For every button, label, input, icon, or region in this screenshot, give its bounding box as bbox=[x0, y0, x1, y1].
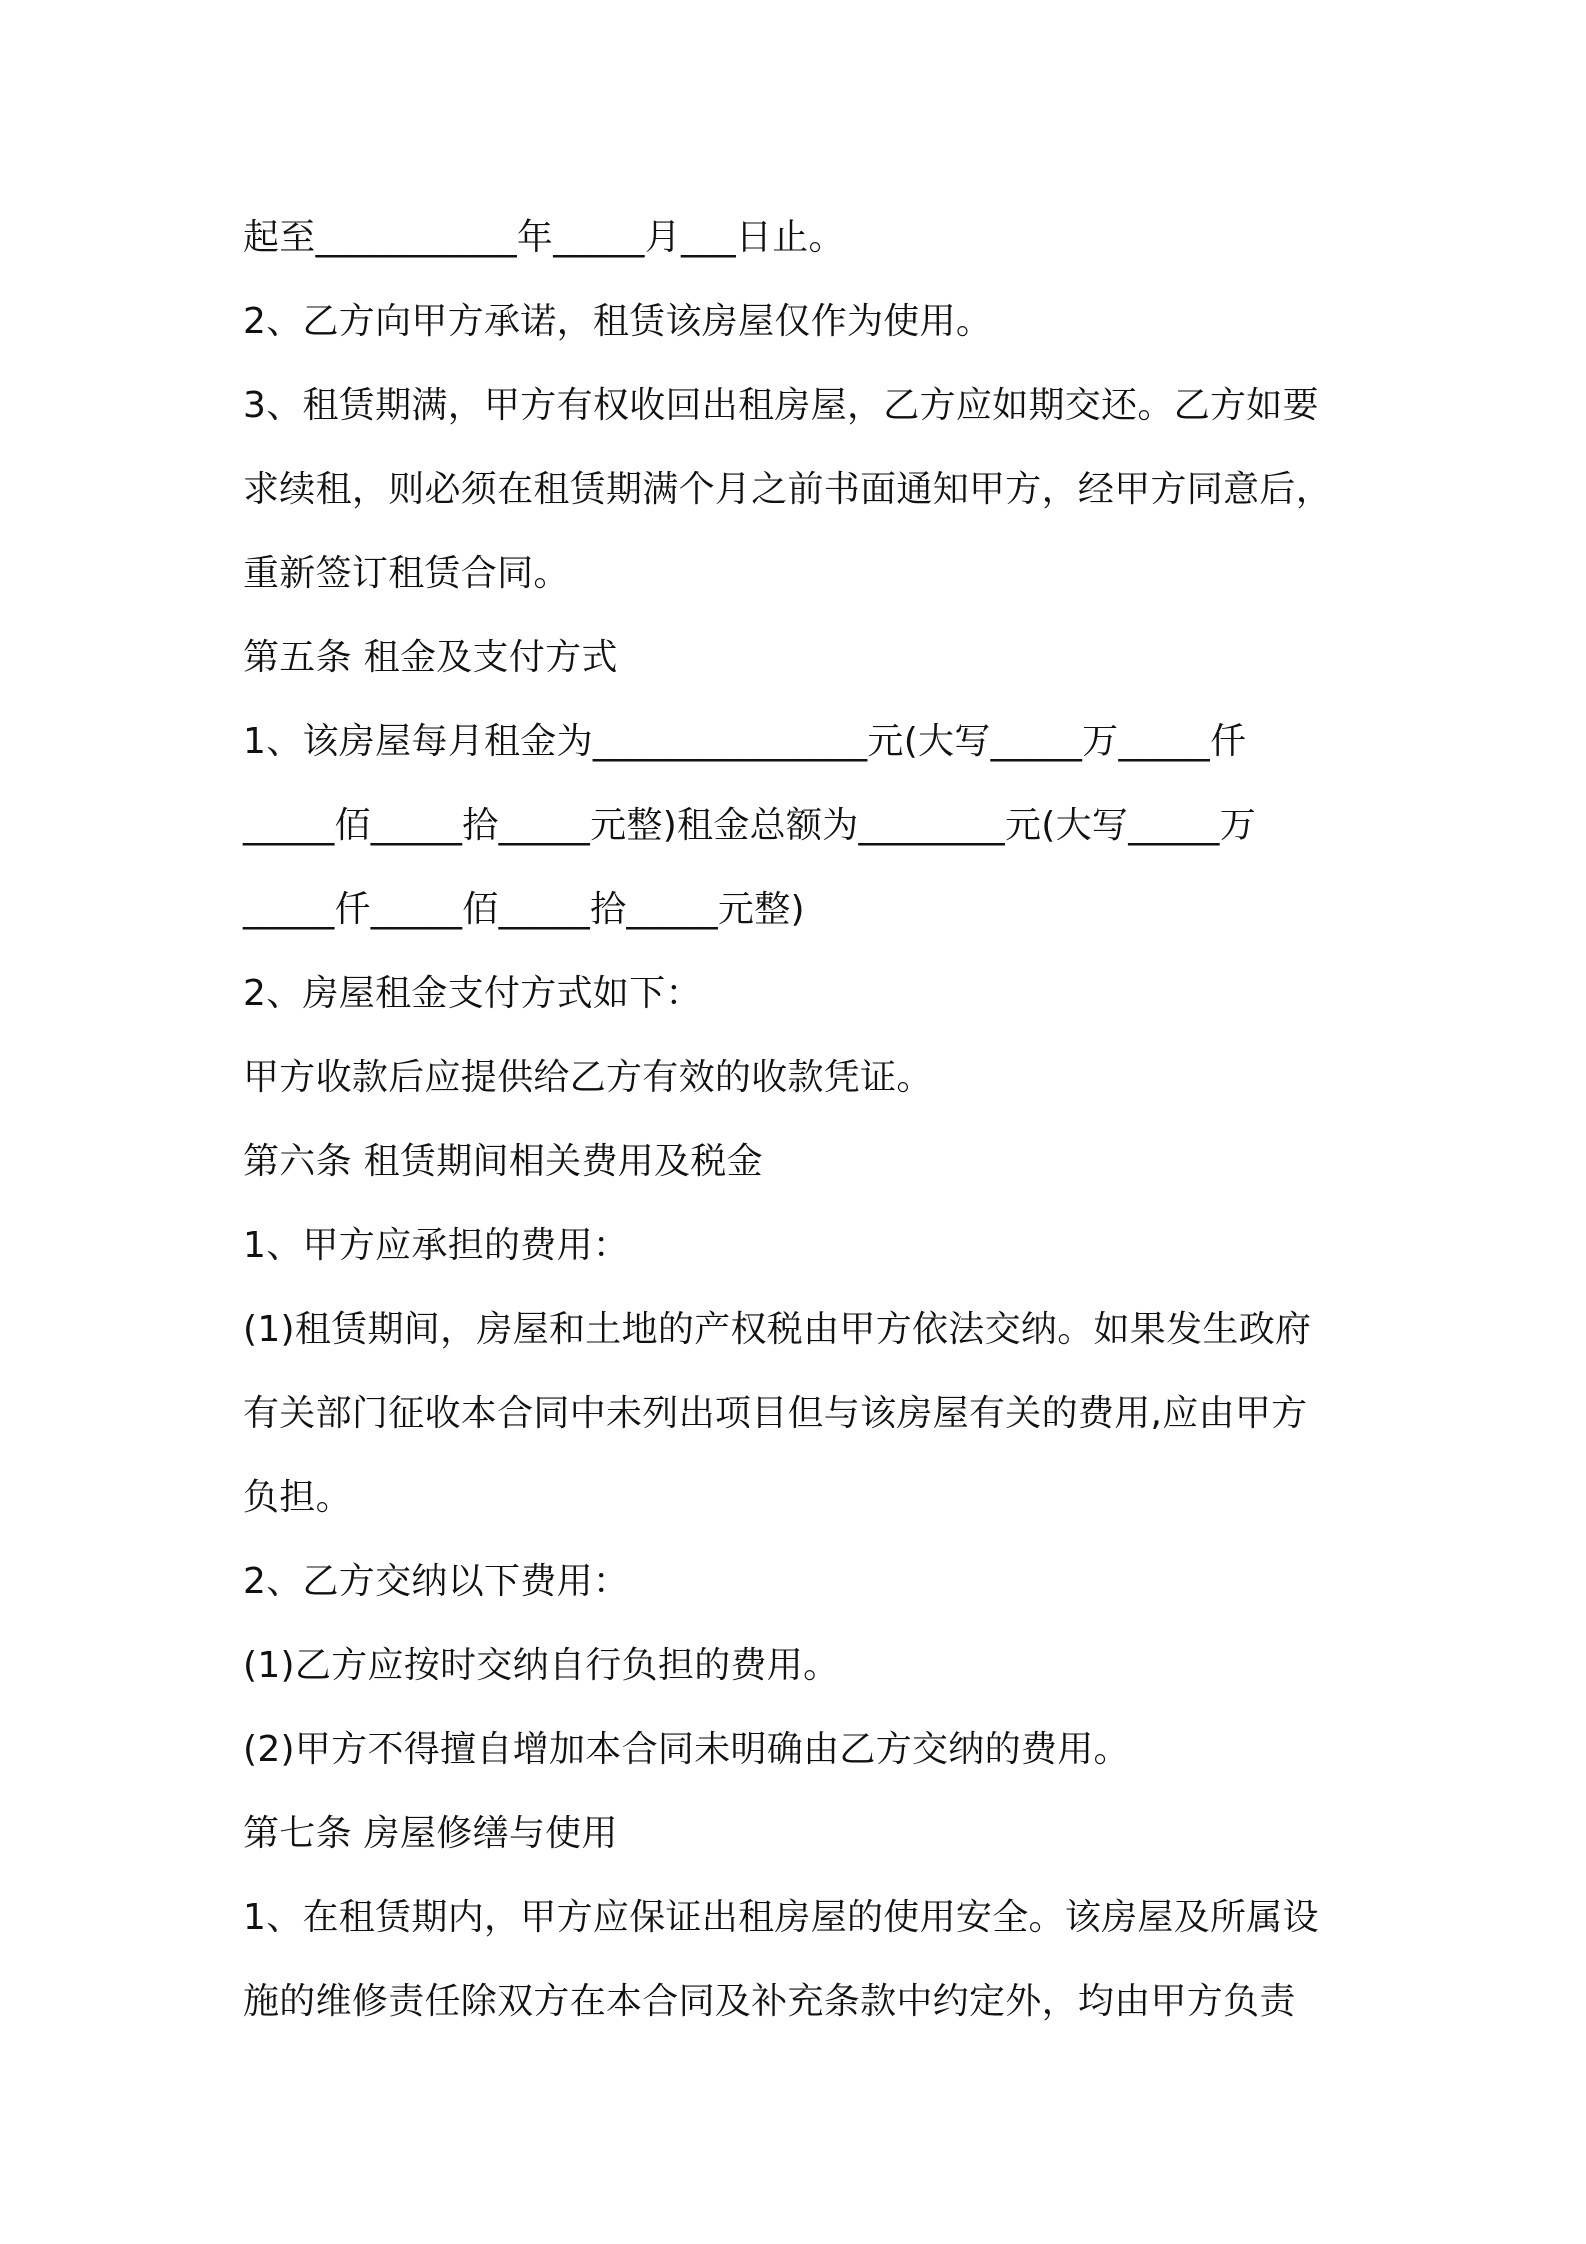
text-line-8: _____佰_____拾_____元整)租金总额为________元(大写_____万 bbox=[243, 805, 1256, 846]
section-heading-article-6: 第六条 租赁期间相关费用及税金 bbox=[243, 1141, 763, 1182]
text-line-16: 负担。 bbox=[243, 1477, 352, 1518]
text-line-10: 2、房屋租金支付方式如下： bbox=[243, 973, 702, 1014]
text-line-18: (1)乙方应按时交纳自行负担的费用。 bbox=[243, 1645, 840, 1686]
text-line-1: 起至___________年_____月___日止。 bbox=[243, 217, 845, 258]
text-line-4: 求续租，则必须在租赁期满个月之前书面通知甲方，经甲方同意后， bbox=[243, 469, 1333, 510]
text-line-3: 3、租赁期满，甲方有权收回出租房屋，乙方应如期交还。乙方如要 bbox=[243, 385, 1319, 426]
text-line-5: 重新签订租赁合同。 bbox=[243, 553, 570, 594]
text-line-14: (1)租赁期间，房屋和土地的产权税由甲方依法交纳。如果发生政府 bbox=[243, 1309, 1312, 1350]
text-line-21: 1、在租赁期内，甲方应保证出租房屋的使用安全。该房屋及所属设 bbox=[243, 1897, 1319, 1938]
contract-text bbox=[243, 196, 1363, 2044]
text-line-9: _____仟_____佰_____拾_____元整) bbox=[243, 889, 805, 930]
text-line-11: 甲方收款后应提供给乙方有效的收款凭证。 bbox=[243, 1057, 933, 1098]
text-line-7: 1、该房屋每月租金为_______________元(大写_____万_____仟 bbox=[243, 721, 1247, 762]
text-line-13: 1、甲方应承担的费用： bbox=[243, 1225, 630, 1266]
text-line-17: 2、乙方交纳以下费用： bbox=[243, 1561, 630, 1602]
text-line-2: 2、乙方向甲方承诺，租赁该房屋仅作为使用。 bbox=[243, 301, 993, 342]
text-line-22: 施的维修责任除双方在本合同及补充条款中约定外，均由甲方负责 bbox=[243, 1981, 1296, 2022]
text-line-15: 有关部门征收本合同中未列出项目但与该房屋有关的费用,应由甲方 bbox=[243, 1393, 1308, 1434]
text-line-19: (2)甲方不得擅自增加本合同未明确由乙方交纳的费用。 bbox=[243, 1729, 1130, 1770]
section-heading-article-5: 第五条 租金及支付方式 bbox=[243, 637, 618, 678]
section-heading-article-7: 第七条 房屋修缮与使用 bbox=[243, 1813, 618, 1854]
